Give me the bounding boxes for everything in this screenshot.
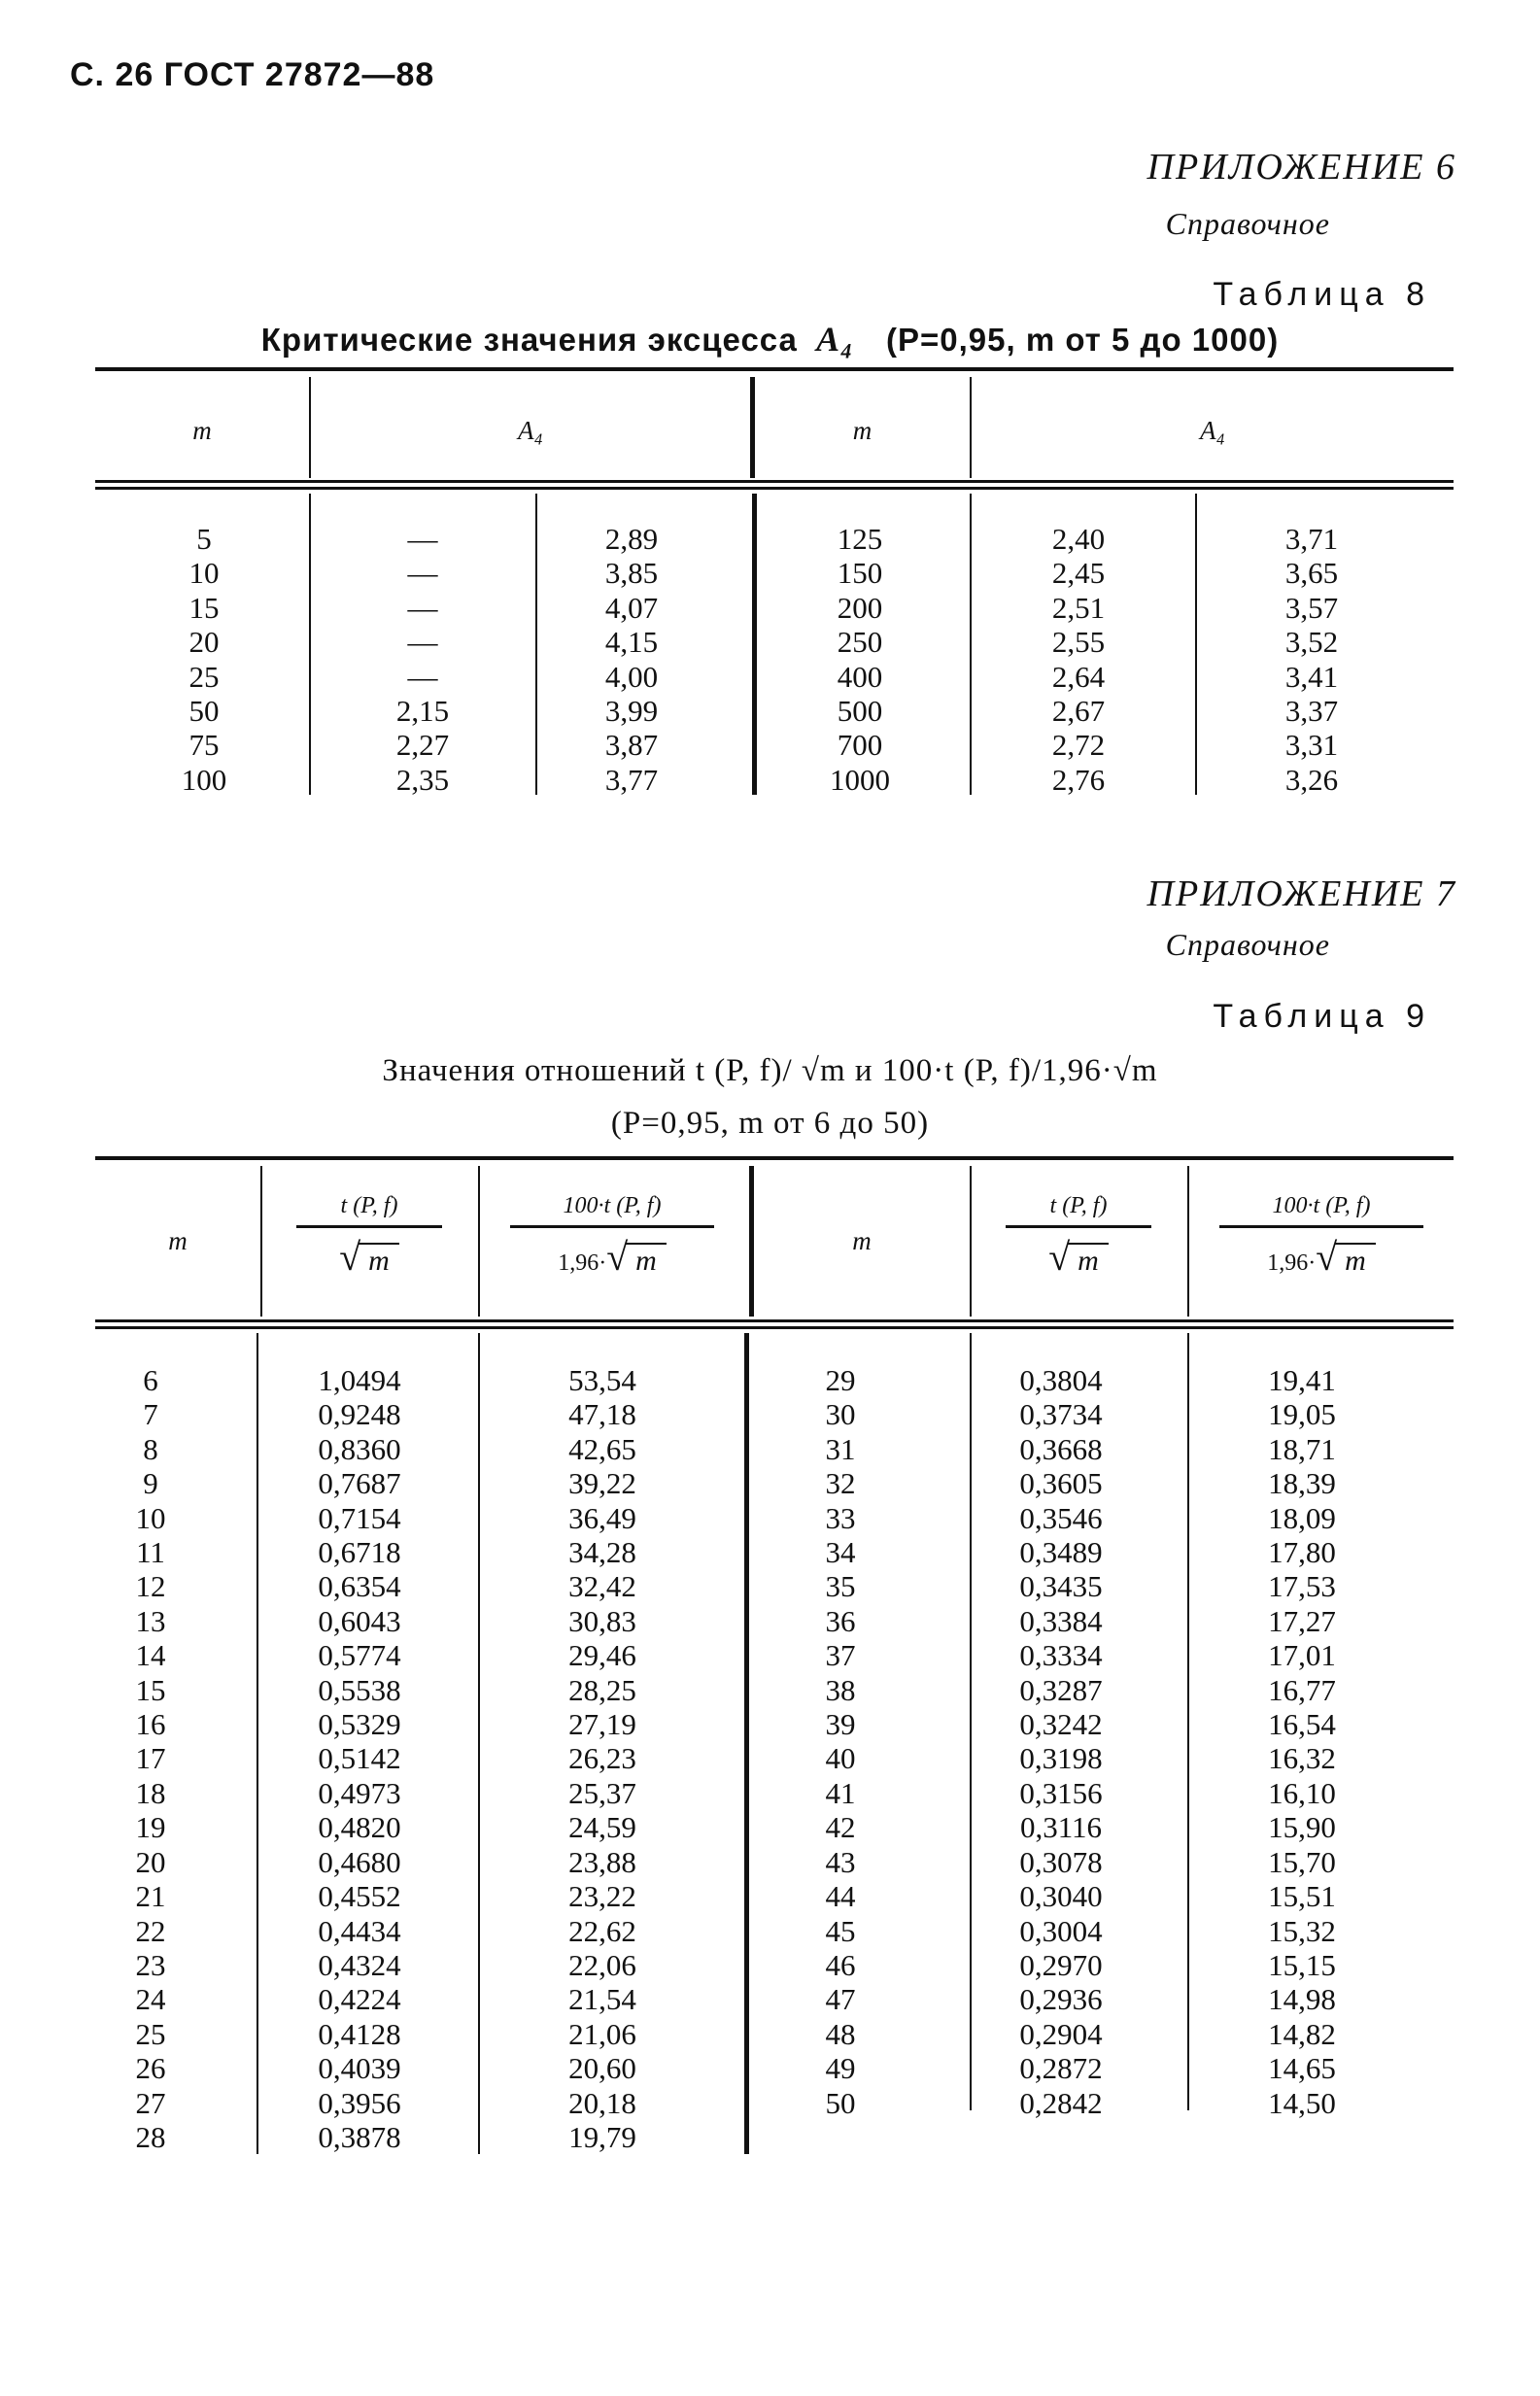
table-cell-pct: 24,59 xyxy=(568,1810,636,1845)
table-cell-m: 15 xyxy=(188,590,220,625)
table-9-header-rule-1 xyxy=(95,1319,1454,1322)
table-9-vline xyxy=(1187,1333,1189,2110)
table-cell-m: 10 xyxy=(188,556,220,591)
table-8-header-rule-1 xyxy=(95,480,1454,483)
table-cell-ratio: 0,4224 xyxy=(318,1982,401,2017)
table-cell-ratio: 0,3040 xyxy=(1019,1879,1103,1914)
table-cell-pct: 14,98 xyxy=(1268,1982,1336,2017)
table-cell-m: 24 xyxy=(135,1982,166,2017)
table-cell-ratio: 0,9248 xyxy=(318,1397,401,1432)
table-cell-pct: 22,06 xyxy=(568,1947,636,1982)
table-cell-m: 39 xyxy=(825,1707,856,1742)
table-cell-ratio: 0,3435 xyxy=(1019,1569,1103,1604)
table-cell-pct: 20,60 xyxy=(568,2051,636,2086)
pct-numerator: 100·t (P, f) xyxy=(563,1193,662,1218)
table-8-header-m: m xyxy=(192,416,212,445)
table-cell-m: 75 xyxy=(188,728,220,763)
ratio-numerator: t (P, f) xyxy=(1049,1193,1108,1218)
table-9-col-pct-right xyxy=(1234,1363,1370,2120)
table-cell-a4: 2,89 xyxy=(604,522,659,556)
table-cell-a4: 3,85 xyxy=(604,556,659,591)
table-cell-pct: 47,18 xyxy=(568,1397,636,1432)
table-cell-a4: 4,07 xyxy=(604,590,659,625)
pct-numerator: 100·t (P, f) xyxy=(1272,1193,1371,1218)
appendix-7-kind: Справочное xyxy=(1165,927,1330,962)
table-cell-ratio: 0,6718 xyxy=(318,1535,401,1570)
table-cell-a4: 3,52 xyxy=(1284,625,1339,660)
table-cell-m: 8 xyxy=(143,1431,158,1466)
table-9-caption-line2: (P=0,95, m от 6 до 50) xyxy=(610,1106,930,1141)
table-8-col-m-left xyxy=(136,522,272,797)
table-cell-a4: 3,57 xyxy=(1284,590,1339,625)
table-cell-ratio: 0,3004 xyxy=(1019,1913,1103,1948)
table-cell-pct: 23,22 xyxy=(568,1879,636,1914)
table-cell-pct: 16,54 xyxy=(1268,1707,1336,1742)
appendix-6-title: ПРИЛОЖЕНИЕ 6 xyxy=(1146,147,1456,188)
table-cell-a4: 3,77 xyxy=(604,762,659,797)
table-cell-pct: 16,10 xyxy=(1268,1775,1336,1810)
table-cell-pct: 36,49 xyxy=(568,1500,636,1535)
table-cell-pct: 39,22 xyxy=(568,1466,636,1501)
table-cell-m: 125 xyxy=(837,522,883,556)
table-cell-a4: 2,55 xyxy=(1051,625,1106,660)
pct-den-prefix: 1,96· xyxy=(1267,1250,1317,1276)
table-cell-m: 13 xyxy=(135,1603,166,1638)
pct-den-prefix: 1,96· xyxy=(558,1250,607,1276)
table-8-header-a4-right: A₄ xyxy=(1200,416,1225,445)
table-cell-pct: 14,82 xyxy=(1268,2016,1336,2051)
table-cell-ratio: 0,5142 xyxy=(318,1741,401,1776)
table-cell-pct: 18,71 xyxy=(1268,1431,1336,1466)
table-8-col-a4-low-right xyxy=(1010,522,1146,797)
table-cell-ratio: 0,2936 xyxy=(1019,1982,1103,2017)
fraction-bar xyxy=(1006,1225,1151,1228)
table-cell-pct: 17,01 xyxy=(1268,1638,1336,1673)
table-cell-ratio: 0,4552 xyxy=(318,1879,401,1914)
table-cell-m: 25 xyxy=(188,659,220,694)
table-9-header-ratio-right xyxy=(1001,1193,1156,1280)
table-cell-m: 150 xyxy=(837,556,883,591)
fraction-bar xyxy=(1219,1225,1423,1228)
table-9-top-rule xyxy=(95,1156,1454,1160)
table-8-col-a4-high-left xyxy=(564,522,700,797)
pct-denominator xyxy=(505,1234,719,1280)
table-cell-ratio: 0,3878 xyxy=(318,2119,401,2154)
table-cell-m: 48 xyxy=(825,2016,856,2051)
table-cell-a4: 2,51 xyxy=(1051,590,1106,625)
table-8-vline xyxy=(1195,494,1197,795)
table-cell-ratio: 0,3198 xyxy=(1019,1741,1103,1776)
table-cell-m: 12 xyxy=(135,1569,166,1604)
table-cell-m: 28 xyxy=(135,2119,166,2154)
table-cell-ratio: 0,5538 xyxy=(318,1672,401,1707)
table-cell-pct: 21,54 xyxy=(568,1982,636,2017)
table-9-header-rule-2 xyxy=(95,1326,1454,1329)
table-cell-pct: 15,70 xyxy=(1268,1844,1336,1879)
table-cell-pct: 15,15 xyxy=(1268,1947,1336,1982)
table-9-header-m: m xyxy=(168,1226,188,1255)
table-9-label: Таблица 9 xyxy=(1213,998,1431,1035)
table-cell-m: 45 xyxy=(825,1913,856,1948)
table-cell-pct: 23,88 xyxy=(568,1844,636,1879)
table-8-caption xyxy=(0,319,1540,359)
table-9-col-ratio-right xyxy=(993,1363,1129,2120)
table-cell-m: 36 xyxy=(825,1603,856,1638)
table-cell-m: 15 xyxy=(135,1672,166,1707)
table-cell-pct: 30,83 xyxy=(568,1603,636,1638)
pct-denominator xyxy=(1215,1234,1428,1280)
table-cell-pct: 15,90 xyxy=(1268,1810,1336,1845)
table-cell-a4: 3,26 xyxy=(1284,762,1339,797)
table-cell-m: 1000 xyxy=(830,762,890,797)
table-cell-pct: 26,23 xyxy=(568,1741,636,1776)
appendix-6-kind: Справочное xyxy=(1165,206,1330,241)
table-cell-m: 27 xyxy=(135,2085,166,2120)
table-cell-m: 6 xyxy=(143,1363,158,1397)
table-cell-m: 40 xyxy=(825,1741,856,1776)
table-8-col-m-right xyxy=(792,522,928,797)
sqrt-radicand: m xyxy=(1335,1243,1376,1278)
table-cell-a4: 2,67 xyxy=(1051,694,1106,729)
table-cell-m: 11 xyxy=(136,1535,165,1570)
table-cell-a4: 2,76 xyxy=(1051,762,1106,797)
appendix-7-title: ПРИЛОЖЕНИЕ 7 xyxy=(1146,873,1456,914)
table-cell-pct: 29,46 xyxy=(568,1638,636,1673)
table-cell-ratio: 0,6354 xyxy=(318,1569,401,1604)
table-cell-m: 26 xyxy=(135,2051,166,2086)
table-cell-m: 46 xyxy=(825,1947,856,1982)
ratio-denominator xyxy=(1001,1234,1156,1280)
table-cell-ratio: 0,2872 xyxy=(1019,2051,1103,2086)
table-cell-m: 20 xyxy=(135,1844,166,1879)
table-cell-a4: 4,00 xyxy=(604,659,659,694)
table-cell-pct: 22,62 xyxy=(568,1913,636,1948)
table-cell-m: 50 xyxy=(188,694,220,729)
table-cell-a4: 2,15 xyxy=(395,694,450,729)
table-cell-m: 19 xyxy=(135,1810,166,1845)
table-cell-ratio: 0,3384 xyxy=(1019,1603,1103,1638)
table-9-vline xyxy=(1187,1166,1189,1317)
table-cell-ratio: 0,2842 xyxy=(1019,2085,1103,2120)
sqrt-icon: √ xyxy=(1048,1235,1071,1279)
table-cell-pct: 19,79 xyxy=(568,2119,636,2154)
table-8-vline xyxy=(309,494,311,795)
table-cell-ratio: 0,4820 xyxy=(318,1810,401,1845)
page-header: С. 26 ГОСТ 27872—88 xyxy=(70,56,435,93)
table-cell-pct: 17,80 xyxy=(1268,1535,1336,1570)
table-cell-ratio: 0,3156 xyxy=(1019,1775,1103,1810)
table-9-col-ratio-left xyxy=(291,1363,428,2154)
table-cell-ratio: 0,3546 xyxy=(1019,1500,1103,1535)
table-cell-ratio: 0,2970 xyxy=(1019,1947,1103,1982)
table-9-header-pct-right xyxy=(1215,1193,1428,1280)
table-cell-a4: 3,31 xyxy=(1284,728,1339,763)
table-cell-m: 200 xyxy=(837,590,883,625)
table-9-vline xyxy=(257,1333,258,2154)
table-cell-pct: 27,19 xyxy=(568,1707,636,1742)
fraction-bar xyxy=(296,1225,442,1228)
table-cell-m: 34 xyxy=(825,1535,856,1570)
table-cell-a4: 3,71 xyxy=(1284,522,1339,556)
table-cell-ratio: 0,4039 xyxy=(318,2051,401,2086)
table-cell-pct: 14,65 xyxy=(1268,2051,1336,2086)
table-cell-a4: — xyxy=(407,522,438,556)
table-cell-ratio: 0,3334 xyxy=(1019,1638,1103,1673)
table-8-caption-text: Критические значения эксцесса xyxy=(260,322,798,358)
table-8-vline xyxy=(535,494,537,795)
table-cell-m: 50 xyxy=(825,2085,856,2120)
table-cell-pct: 16,77 xyxy=(1268,1672,1336,1707)
table-cell-m: 14 xyxy=(135,1638,166,1673)
table-cell-m: 41 xyxy=(825,1775,856,1810)
table-cell-a4: 2,40 xyxy=(1051,522,1106,556)
table-cell-ratio: 0,3734 xyxy=(1019,1397,1103,1432)
table-cell-ratio: 0,6043 xyxy=(318,1603,401,1638)
table-cell-a4: 2,35 xyxy=(395,762,450,797)
table-cell-ratio: 0,3242 xyxy=(1019,1707,1103,1742)
table-cell-a4: 2,72 xyxy=(1051,728,1106,763)
table-cell-pct: 18,09 xyxy=(1268,1500,1336,1535)
table-cell-m: 23 xyxy=(135,1947,166,1982)
table-cell-m: 42 xyxy=(825,1810,856,1845)
table-9-header-ratio xyxy=(291,1193,447,1280)
table-cell-m: 100 xyxy=(181,762,227,797)
table-8-header-a4: A₄ xyxy=(518,416,543,445)
table-cell-a4: 3,37 xyxy=(1284,694,1339,729)
table-9-center-divider xyxy=(744,1333,749,2154)
table-cell-pct: 53,54 xyxy=(568,1363,636,1397)
table-8-header-m-right: m xyxy=(852,416,873,445)
table-cell-m: 35 xyxy=(825,1569,856,1604)
table-cell-ratio: 0,4128 xyxy=(318,2016,401,2051)
table-cell-ratio: 1,0494 xyxy=(318,1363,401,1397)
table-cell-pct: 32,42 xyxy=(568,1569,636,1604)
table-cell-pct: 34,28 xyxy=(568,1535,636,1570)
table-cell-pct: 42,65 xyxy=(568,1431,636,1466)
table-8-col-a4-high-right xyxy=(1244,522,1380,797)
sqrt-icon: √ xyxy=(1316,1235,1338,1279)
table-cell-a4: 2,64 xyxy=(1051,659,1106,694)
table-cell-m: 7 xyxy=(143,1397,158,1432)
table-cell-ratio: 0,4973 xyxy=(318,1775,401,1810)
table-8-header-rule-2 xyxy=(95,487,1454,490)
table-9-header-pct xyxy=(505,1193,719,1280)
sqrt-radicand: m xyxy=(626,1243,667,1278)
table-cell-ratio: 0,3956 xyxy=(318,2085,401,2120)
table-cell-pct: 15,32 xyxy=(1268,1913,1336,1948)
table-cell-m: 32 xyxy=(825,1466,856,1501)
table-cell-pct: 14,50 xyxy=(1268,2085,1336,2120)
ratio-denominator xyxy=(291,1234,447,1280)
table-8-center-divider xyxy=(752,494,757,795)
table-9-vline xyxy=(260,1166,262,1317)
table-cell-ratio: 0,3605 xyxy=(1019,1466,1103,1501)
table-cell-m: 44 xyxy=(825,1879,856,1914)
table-cell-pct: 21,06 xyxy=(568,2016,636,2051)
sqrt-radicand: m xyxy=(359,1243,399,1278)
sqrt-icon: √ xyxy=(606,1235,629,1279)
table-cell-a4: — xyxy=(407,590,438,625)
table-cell-ratio: 0,4324 xyxy=(318,1947,401,1982)
table-cell-ratio: 0,7687 xyxy=(318,1466,401,1501)
table-cell-m: 38 xyxy=(825,1672,856,1707)
table-cell-m: 500 xyxy=(837,694,883,729)
table-cell-m: 20 xyxy=(188,625,220,660)
table-cell-ratio: 0,5329 xyxy=(318,1707,401,1742)
table-8-caption-params: (P=0,95, m от 5 до 1000) xyxy=(885,322,1280,358)
ratio-numerator: t (P, f) xyxy=(340,1193,398,1218)
table-9-col-pct-left xyxy=(534,1363,670,2154)
table-cell-a4: — xyxy=(407,556,438,591)
table-cell-pct: 28,25 xyxy=(568,1672,636,1707)
table-cell-m: 31 xyxy=(825,1431,856,1466)
sqrt-icon: √ xyxy=(339,1235,361,1279)
table-cell-m: 30 xyxy=(825,1397,856,1432)
table-9-vline xyxy=(478,1333,480,2154)
table-cell-a4: 4,15 xyxy=(604,625,659,660)
sqrt-radicand: m xyxy=(1068,1243,1109,1278)
table-cell-a4: — xyxy=(407,659,438,694)
table-cell-ratio: 0,5774 xyxy=(318,1638,401,1673)
table-8-top-rule xyxy=(95,367,1454,371)
table-cell-m: 33 xyxy=(825,1500,856,1535)
table-cell-ratio: 0,2904 xyxy=(1019,2016,1103,2051)
table-8-vline xyxy=(970,494,972,795)
table-8-label: Таблица 8 xyxy=(1213,276,1431,313)
table-cell-a4: 3,41 xyxy=(1284,659,1339,694)
table-cell-m: 49 xyxy=(825,2051,856,2086)
table-8-col-a4-low-left xyxy=(355,522,491,797)
table-cell-pct: 25,37 xyxy=(568,1775,636,1810)
table-cell-pct: 16,32 xyxy=(1268,1741,1336,1776)
table-cell-m: 5 xyxy=(196,522,212,556)
table-cell-m: 21 xyxy=(135,1879,166,1914)
table-cell-ratio: 0,8360 xyxy=(318,1431,401,1466)
table-cell-ratio: 0,3668 xyxy=(1019,1431,1103,1466)
table-9-vline xyxy=(970,1166,972,1317)
table-cell-m: 10 xyxy=(135,1500,166,1535)
table-cell-pct: 17,27 xyxy=(1268,1603,1336,1638)
table-8-caption-symbol: A₄ xyxy=(816,320,854,359)
table-cell-a4: 3,65 xyxy=(1284,556,1339,591)
table-cell-m: 9 xyxy=(143,1466,158,1501)
table-cell-ratio: 0,7154 xyxy=(318,1500,401,1535)
table-cell-m: 17 xyxy=(135,1741,166,1776)
table-cell-m: 43 xyxy=(825,1844,856,1879)
table-cell-pct: 19,41 xyxy=(1268,1363,1336,1397)
table-9-col-m-left xyxy=(97,1363,204,2154)
table-cell-ratio: 0,3287 xyxy=(1019,1672,1103,1707)
table-9-col-m-right xyxy=(787,1363,894,2120)
table-cell-pct: 17,53 xyxy=(1268,1569,1336,1604)
table-9-header-m-right: m xyxy=(852,1226,872,1255)
table-cell-m: 700 xyxy=(837,728,883,763)
table-cell-m: 37 xyxy=(825,1638,856,1673)
fraction-bar xyxy=(510,1225,714,1228)
table-cell-m: 400 xyxy=(837,659,883,694)
table-cell-pct: 18,39 xyxy=(1268,1466,1336,1501)
table-cell-m: 250 xyxy=(837,625,883,660)
table-cell-pct: 15,51 xyxy=(1268,1879,1336,1914)
table-9-vline xyxy=(970,1333,972,2110)
table-cell-ratio: 0,3078 xyxy=(1019,1844,1103,1879)
table-cell-m: 16 xyxy=(135,1707,166,1742)
table-cell-a4: 2,45 xyxy=(1051,556,1106,591)
table-cell-pct: 19,05 xyxy=(1268,1397,1336,1432)
table-cell-m: 25 xyxy=(135,2016,166,2051)
table-cell-pct: 20,18 xyxy=(568,2085,636,2120)
table-cell-a4: 3,99 xyxy=(604,694,659,729)
table-cell-ratio: 0,4680 xyxy=(318,1844,401,1879)
table-cell-m: 22 xyxy=(135,1913,166,1948)
table-cell-a4: — xyxy=(407,625,438,660)
table-cell-ratio: 0,4434 xyxy=(318,1913,401,1948)
table-cell-a4: 2,27 xyxy=(395,728,450,763)
table-cell-m: 47 xyxy=(825,1982,856,2017)
table-cell-a4: 3,87 xyxy=(604,728,659,763)
table-cell-ratio: 0,3116 xyxy=(1019,1810,1103,1845)
table-9-vline xyxy=(478,1166,480,1317)
table-cell-ratio: 0,3804 xyxy=(1019,1363,1103,1397)
table-cell-ratio: 0,3489 xyxy=(1019,1535,1103,1570)
table-cell-m: 29 xyxy=(825,1363,856,1397)
table-9-caption-line1: Значения отношений t (P, f)/ √m и 100·t (P, f)/1,96·√m xyxy=(382,1053,1158,1088)
table-cell-m: 18 xyxy=(135,1775,166,1810)
